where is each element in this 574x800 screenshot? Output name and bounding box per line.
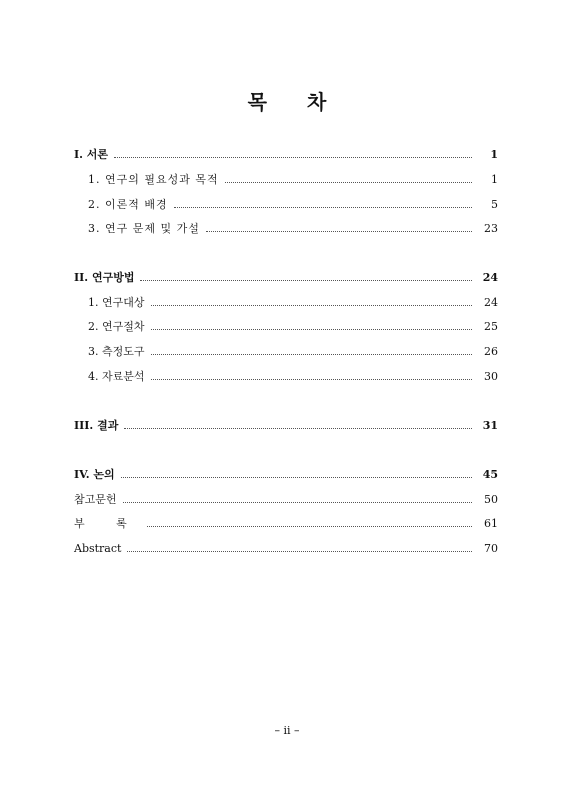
toc-entry-page: 1 [491,173,498,186]
dot-leader [151,304,473,306]
toc-entry-page: 31 [482,419,498,432]
dot-leader [225,181,472,183]
toc-entry-appendix[interactable] [74,515,498,531]
toc-entry-page: 30 [484,370,498,383]
toc-entry-label: 2. 이론적 배경 [88,198,168,211]
dot-leader [123,501,472,503]
toc-entry-label: 3. 연구 문제 및 가설 [88,222,200,235]
dot-leader [121,476,472,478]
toc-entry-page: 61 [484,517,498,530]
toc-entry-chapter-1[interactable] [74,146,498,162]
dot-leader [206,230,472,232]
dot-leader [127,550,472,552]
toc-entry-page: 25 [484,320,498,333]
toc-entry-label: 1. 연구의 필요성과 목적 [88,173,219,186]
toc-entry-section-2-3[interactable] [74,343,498,359]
title-part-1: 목 [247,90,267,114]
toc-entry-abstract[interactable] [74,540,498,556]
toc-entry-label: 2. 연구절차 [88,320,145,333]
dot-leader [174,206,472,208]
toc-entry-section-1-1[interactable] [74,171,498,187]
dot-leader [147,525,472,527]
toc-entry-page: 5 [491,198,498,211]
toc-entry-section-2-4[interactable] [74,368,498,384]
toc-entry-page: 24 [484,296,498,309]
toc-entry-chapter-4[interactable] [74,466,498,482]
toc-entry-label: I. 서론 [74,148,109,161]
toc-entry-page: 45 [482,468,498,481]
title-part-2: 차 [307,90,327,114]
toc-entry-label: III. 결과 [74,419,119,432]
page-title [0,86,574,115]
toc-entry-label: 3. 측정도구 [88,345,145,358]
toc-entry-label: Abstract [74,542,122,555]
toc-entry-section-2-2[interactable] [74,318,498,334]
dot-leader [151,353,473,355]
dot-leader [151,328,473,330]
toc-entry-section-1-2[interactable] [74,196,498,212]
toc-entry-page: 24 [482,271,498,284]
toc-entry-section-2-1[interactable] [74,294,498,310]
toc-entry-label: 부 록 [74,517,141,530]
toc-entry-label: II. 연구방법 [74,271,135,284]
toc-entry-chapter-2[interactable] [74,269,498,285]
toc-entry-section-1-3[interactable] [74,220,498,236]
toc-entry-references[interactable] [74,491,498,507]
toc-entry-label: 4. 자료분석 [88,370,145,383]
dot-leader [114,156,472,158]
toc-entry-page: 1 [490,148,498,161]
toc-entry-chapter-3[interactable] [74,417,498,433]
toc-entry-label: IV. 논의 [74,468,115,481]
toc-entry-page: 23 [484,222,498,235]
page-number: – ii – [274,724,300,737]
toc-entry-page: 26 [484,345,498,358]
dot-leader [151,378,473,380]
dot-leader [140,279,472,281]
toc-entry-label: 1. 연구대상 [88,296,145,309]
toc-entry-label: 참고문헌 [74,493,117,506]
toc-entry-page: 70 [484,542,498,555]
dot-leader [124,427,472,429]
toc-entry-page: 50 [484,493,498,506]
